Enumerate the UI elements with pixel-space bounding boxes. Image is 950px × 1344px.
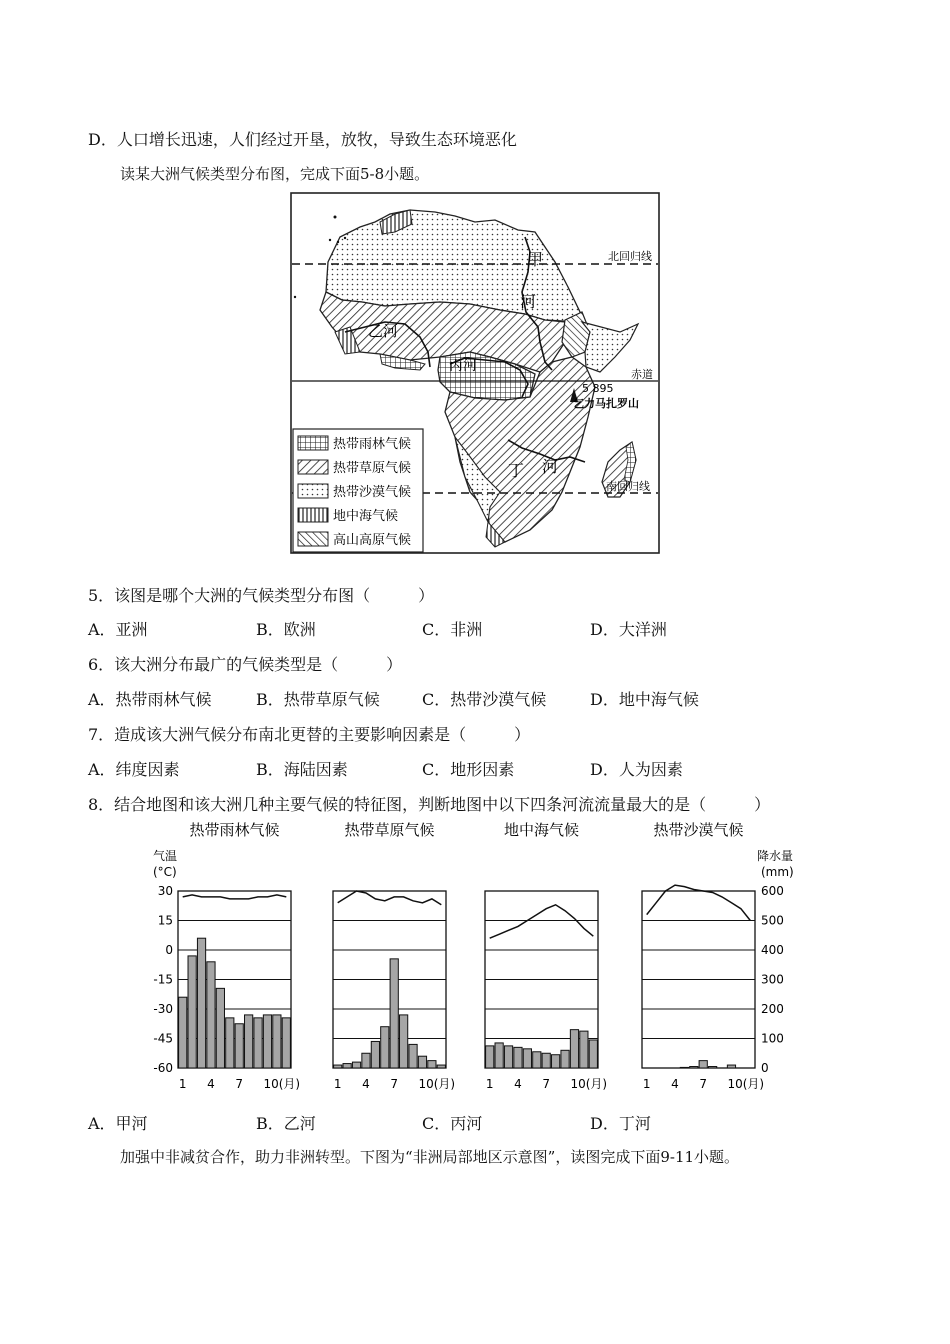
precipitation-bar	[226, 1018, 234, 1068]
question-8-option-b[interactable]: B．乙河	[256, 1114, 316, 1133]
chart-title: 地中海气候	[503, 821, 580, 839]
precipitation-bar	[533, 1052, 541, 1068]
map-legend	[293, 429, 423, 552]
x-axis-tick: 4	[671, 1077, 679, 1091]
question-7-option-c[interactable]: C．地形因素	[422, 760, 515, 779]
legend-label: 热带草原气候	[333, 461, 412, 476]
x-axis-tick: 1	[485, 1077, 494, 1091]
x-axis-tick: 7	[390, 1077, 399, 1091]
precipitation-bar	[727, 1065, 735, 1068]
right-axis-tick: 500	[761, 913, 784, 928]
question-6-option-b[interactable]: B．热带草原气候	[256, 690, 380, 709]
island-marker	[294, 296, 296, 298]
left-axis-tick: 30	[157, 884, 173, 898]
x-axis-tick: 1	[642, 1077, 651, 1091]
question-8-option-c[interactable]: C．丙河	[422, 1114, 483, 1133]
precipitation-bar	[486, 1046, 494, 1068]
precipitation-bar	[542, 1053, 550, 1068]
precipitation-bar	[709, 1067, 717, 1068]
left-axis-tick: -15	[153, 972, 173, 987]
legend-label: 地中海气候	[333, 509, 399, 524]
right-axis-tick: 600	[761, 884, 784, 898]
question-7-option-b[interactable]: B．海陆因素	[256, 760, 348, 779]
label-ding: 丁	[508, 461, 525, 480]
left-axis-unit: (°C)	[153, 865, 177, 879]
label-south-tropic: 南回归线	[606, 480, 650, 493]
precipitation-bar	[343, 1064, 351, 1068]
precipitation-bar	[437, 1065, 445, 1068]
x-axis-tick: 1	[178, 1077, 187, 1091]
precipitation-bar	[371, 1041, 379, 1068]
label-jia: 甲	[527, 250, 544, 269]
right-axis-tick: 0	[761, 1061, 769, 1075]
label-north-tropic: 北回归线	[608, 250, 652, 263]
precipitation-bar	[561, 1050, 569, 1068]
precipitation-bar	[207, 962, 215, 1068]
precipitation-bar	[245, 1015, 253, 1068]
question-7-stem: 7．造成该大洲气候分布南北更替的主要影响因素是（ ）	[88, 725, 531, 744]
precipitation-bar	[197, 938, 205, 1068]
question-5-stem: 5．该图是哪个大洲的气候类型分布图（ ）	[88, 586, 435, 605]
island-marker	[337, 241, 339, 243]
label-he-jia: 河	[520, 292, 537, 311]
question-5-option-c[interactable]: C．非洲	[422, 620, 483, 639]
chart-title: 热带雨林气候	[189, 821, 280, 839]
x-axis-tick: 7	[235, 1077, 244, 1091]
island-marker	[344, 237, 346, 239]
question-6-option-c[interactable]: C．热带沙漠气候	[422, 690, 547, 709]
x-axis-tick: 10(月)	[727, 1077, 765, 1091]
intro-9-11: 加强中非减贫合作，助力非洲转型。下图为“非洲局部地区示意图”，读图完成下面9-11小题。	[120, 1148, 740, 1166]
precipitation-bar	[428, 1061, 436, 1068]
precipitation-bar	[589, 1040, 597, 1068]
question-7-option-d[interactable]: D．人为因素	[590, 760, 683, 779]
label-peak-name: 乞力马扎罗山	[573, 397, 639, 410]
question-8-option-d[interactable]: D．丁河	[590, 1114, 651, 1133]
x-axis-tick: 4	[514, 1077, 522, 1091]
question-6-option-d[interactable]: D．地中海气候	[590, 690, 699, 709]
x-axis-tick: 10(月)	[263, 1077, 301, 1091]
right-axis-tick: 200	[761, 1002, 784, 1016]
x-axis-tick: 7	[699, 1077, 708, 1091]
precipitation-bar	[390, 959, 398, 1068]
label-peak-height: 5 895	[582, 382, 614, 395]
question-5-option-d[interactable]: D．大洋洲	[590, 620, 667, 639]
precipitation-bar	[352, 1062, 360, 1068]
question-4-option-d: D．人口增长迅速，人们经过开垦，放牧，导致生态环境恶化	[88, 130, 517, 149]
left-axis-tick: -60	[153, 1061, 173, 1075]
precipitation-bar	[179, 997, 187, 1068]
right-axis-tick: 400	[761, 943, 784, 957]
island-marker	[334, 216, 337, 219]
chart-title: 热带草原气候	[344, 821, 435, 839]
label-he-ding: 河	[542, 457, 559, 476]
precipitation-bar	[282, 1018, 290, 1068]
right-axis-unit: (mm)	[761, 865, 794, 879]
africa-climate-map	[290, 192, 660, 554]
precipitation-bar	[334, 1065, 342, 1068]
question-6-stem: 6．该大洲分布最广的气候类型是（ ）	[88, 655, 403, 674]
climate-charts	[145, 818, 805, 1098]
precipitation-bar	[254, 1018, 262, 1068]
x-axis-tick: 1	[333, 1077, 342, 1091]
label-yi: 乙河	[368, 322, 399, 340]
precipitation-bar	[570, 1030, 578, 1068]
precipitation-bar	[514, 1047, 522, 1068]
legend-label: 高山高原气候	[333, 533, 412, 548]
precipitation-bar	[690, 1067, 698, 1068]
precipitation-bar	[580, 1031, 588, 1068]
left-axis-tick: 0	[165, 943, 173, 957]
question-5-option-b[interactable]: B．欧洲	[256, 620, 316, 639]
precipitation-bar	[216, 988, 224, 1068]
precipitation-bar	[409, 1044, 417, 1068]
left-axis-tick: -45	[153, 1031, 173, 1046]
question-8-stem: 8．结合地图和该大洲几种主要气候的特征图，判断地图中以下四条河流流量最大的是（ ）	[88, 795, 771, 814]
precipitation-bar	[188, 956, 196, 1068]
intro-5-8: 读某大洲气候类型分布图，完成下面5-8小题。	[120, 165, 430, 183]
right-axis-tick: 300	[761, 972, 784, 987]
x-axis-tick: 4	[207, 1077, 215, 1091]
precipitation-bar	[418, 1056, 426, 1068]
question-5-option-a[interactable]: A．亚洲	[88, 620, 148, 639]
x-axis-tick: 7	[542, 1077, 551, 1091]
question-7-option-a[interactable]: A．纬度因素	[88, 760, 180, 779]
precipitation-bar	[552, 1055, 560, 1068]
precipitation-bar	[680, 1067, 688, 1068]
precipitation-bar	[400, 1015, 408, 1068]
x-axis-tick: 10(月)	[418, 1077, 456, 1091]
question-8-option-a[interactable]: A．甲河	[88, 1114, 148, 1133]
precipitation-bar	[381, 1027, 389, 1068]
legend-label: 热带沙漠气候	[333, 485, 412, 500]
question-6-option-a[interactable]: A．热带雨林气候	[88, 690, 212, 709]
precipitation-bar	[273, 1015, 281, 1068]
precipitation-bar	[523, 1049, 531, 1068]
island-marker	[329, 239, 331, 241]
precipitation-bar	[504, 1046, 512, 1068]
legend-label: 热带雨林气候	[333, 437, 412, 452]
x-axis-tick: 4	[362, 1077, 370, 1091]
left-axis-tick: 15	[157, 913, 173, 928]
x-axis-tick: 10(月)	[570, 1077, 608, 1091]
precipitation-bar	[495, 1043, 503, 1068]
right-axis-label: 降水量	[757, 849, 794, 863]
precipitation-bar	[362, 1053, 370, 1068]
chart-title: 热带沙漠气候	[653, 821, 744, 839]
precipitation-bar	[235, 1024, 243, 1068]
label-equator: 赤道	[631, 368, 653, 381]
right-axis-tick: 100	[761, 1031, 784, 1046]
precipitation-bar	[263, 1015, 271, 1068]
precipitation-bar	[699, 1061, 707, 1068]
left-axis-label: 气温	[153, 849, 178, 863]
left-axis-tick: -30	[153, 1002, 173, 1016]
label-bing: 丙河	[449, 358, 477, 374]
